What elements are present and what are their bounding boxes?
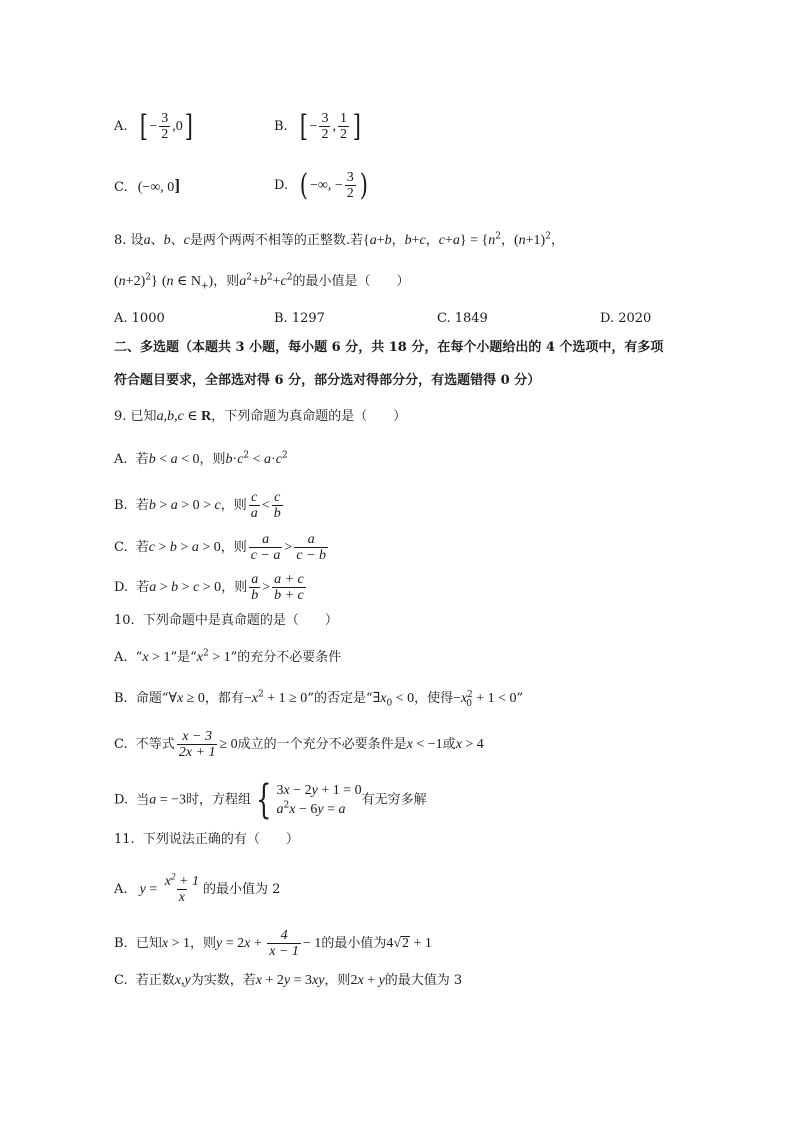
q9-text: ，下列命题为真命题的是（ ） (211, 409, 407, 424)
q10-text: ，都有 (204, 691, 244, 706)
q10-text: 不等式 (135, 737, 175, 752)
q10-stem (114, 611, 338, 631)
section-heading-line2: 符合题目要求，全部选对得 6 分，部分选对得部分分，有选题错得 0 分） (114, 373, 541, 388)
question-number: 9. (114, 409, 127, 424)
q10-text: 命题“ (135, 691, 169, 706)
q9-option-d[interactable]: D. 若a > b > c > 0，则 $\frac{a}{b}$ > $\frac{a + c}{b + c}$ (114, 572, 304, 603)
q9-text: ，则 (220, 498, 247, 513)
q9-text: 若 (135, 498, 149, 513)
q11-option-c[interactable]: C. 若正数x,y为实数，若x + 2y = 3xy，则2x + y的最大值为 3 (114, 973, 463, 988)
option-label: A. (114, 650, 128, 665)
q11-text: 的最大值为 3 (384, 973, 463, 988)
option-label: A. (114, 119, 128, 134)
q10-text: 成立的一个充分不必要条件是 (237, 737, 407, 752)
q10-text: 时，方程组 (186, 792, 252, 808)
q10-text: 或 (442, 737, 456, 752)
q10-text: “ (135, 650, 143, 665)
q8-option-d[interactable]: D. 2020 (600, 311, 652, 326)
q10-text: ，使得 (414, 691, 454, 706)
q9-option-b[interactable]: B. 若b > a > 0 > c，则 $\frac{c}{a}$ < $\frac{c}{b}$ (114, 490, 281, 521)
q11-text: ，则 (324, 973, 351, 988)
option-label: B. (274, 119, 288, 134)
q9-stem: 9. 已知a,b,c ∈ R，下列命题为真命题的是（ ） (114, 409, 407, 424)
q9-text: 若 (135, 452, 149, 467)
q10-text: 下列命题中是真命题的是（ ） (142, 613, 338, 628)
q9-text: ，则 (220, 540, 247, 555)
q7-option-d-math: ( −∞, − $\frac{3}{2}$ ) (299, 167, 368, 203)
option-label: B. (114, 498, 128, 513)
q11-text: ，则 (189, 936, 216, 951)
option-label: C. (114, 973, 128, 988)
q11-text: 若正数 (135, 973, 175, 988)
option-label: D. (114, 792, 129, 808)
q10-text: ”的充分不必要条件 (230, 650, 342, 665)
q9-option-c[interactable]: C. 若c > b > a > 0，则 $\frac{a}{c - a}$ > $\frac{a}{c - b}$ (114, 532, 326, 563)
question-number: 11. (114, 832, 135, 847)
q10-text: 有无穷多解 (361, 792, 427, 808)
q11-stem (114, 830, 299, 850)
section-heading-line1: 二、多选题（本题共 3 小题，每小题 6 分，共 18 分，在每个小题给出的 4 个选项中，有多项 (114, 340, 664, 355)
q8-option-b[interactable]: B. 1297 (274, 311, 325, 326)
q8-text: 的最小值是（ ） (292, 274, 410, 289)
q8-stem-line1: 8. 设a、b、c是两个两两不相等的正整数.若{a+b，b+c，$c+a\} = \{n^2$，$(n+1)^2$， (114, 231, 564, 248)
q10-option-d[interactable]: D. 当a = −3时，方程组 { 3x − 2y + 1 = 0 $a^2x - 6y = a$ 有无穷多解 (114, 777, 427, 823)
q10-text: ”是“ (170, 650, 197, 665)
q8-text: ，则 (213, 274, 240, 289)
q10-option-a[interactable]: A. “x > 1”是“$x^2 > 1$”的充分不必要条件 (114, 648, 342, 665)
option-label: A. (114, 882, 128, 897)
q11-text: 已知 (135, 936, 162, 951)
option-label: C. (114, 180, 128, 195)
option-label: C. (114, 540, 128, 555)
q9-text: 若 (136, 580, 150, 595)
option-label: A. (114, 452, 128, 467)
q10-text: ” (516, 691, 524, 706)
q7-option-a[interactable] (114, 108, 195, 144)
q11-option-b[interactable]: B. 已知x > 1，则y = 2x + $\frac{4}{x - 1}$ − 1的最小值为4√2 + 1 (114, 928, 432, 959)
option-label: B. (114, 936, 128, 951)
question-number: 8. (114, 233, 127, 248)
q7-option-c[interactable] (114, 176, 180, 198)
q11-text: 为实数，若 (190, 973, 256, 988)
q7-option-b-math: [ − $\frac{3}{2}$ , $\frac{1}{2}$ ] (299, 108, 361, 144)
q10-text: ”的否定是“ (307, 691, 373, 706)
equation-system: 3x − 2y + 1 = 0 $a^2x - 6y = a$ (276, 783, 362, 817)
q11-text: 下列说法正确的有（ ） (142, 832, 299, 847)
q8-option-a[interactable]: A. 1000 (114, 311, 165, 326)
q10-option-c[interactable]: C. 不等式 $\frac{x - 3}{2x + 1}$ ≥ 0成立的一个充分不必要条件是x < −1或x > 4 (114, 729, 484, 760)
q7-option-a-math: [ − $\frac{3}{2}$ ,0] (139, 108, 193, 144)
option-label: D. (274, 178, 289, 193)
q10-option-b[interactable]: B. 命题“∀x ≥ 0，都有$-x^2 + 1 \ge 0$”的否定是“$\exists x_0 < 0$，使得$-x_0^2 + 1 < 0$” (114, 689, 524, 709)
q7-option-b[interactable] (274, 108, 363, 144)
q8-option-c[interactable]: C. 1849 (437, 311, 488, 326)
option-label: D. (114, 580, 129, 595)
q9-text: ，则 (221, 580, 248, 595)
option-label: C. (114, 737, 128, 752)
question-number: 10. (114, 613, 135, 628)
q10-text: 当 (136, 792, 150, 808)
q9-option-a[interactable]: A. 若b < a < 0，则$b\cdot c^2 < a\cdot c^2$ (114, 450, 288, 467)
q9-text: ，则 (199, 452, 226, 467)
q11-option-a[interactable]: A. y = $\frac{x^2 + 1}{x}$ 的最小值为 2 (114, 871, 281, 905)
q8-stem-line2: $(n+2)^2$} (n ∈ $N_+$)，则$a^2+b^2+c^2$的最小值是（ ） (114, 272, 410, 292)
q11-text: 的最小值为 (321, 936, 387, 951)
q9-text: 若 (135, 540, 149, 555)
q7-option-c-math: (−∞, 0] (137, 176, 180, 195)
q7-option-d[interactable] (274, 167, 369, 203)
q9-text: 已知 (130, 409, 157, 424)
q8-text: 是两个两两不相等的正整数.若 (189, 233, 363, 248)
option-label: B. (114, 691, 128, 706)
q8-text: 设 (130, 233, 144, 248)
q11-text: 的最小值为 2 (202, 882, 281, 897)
